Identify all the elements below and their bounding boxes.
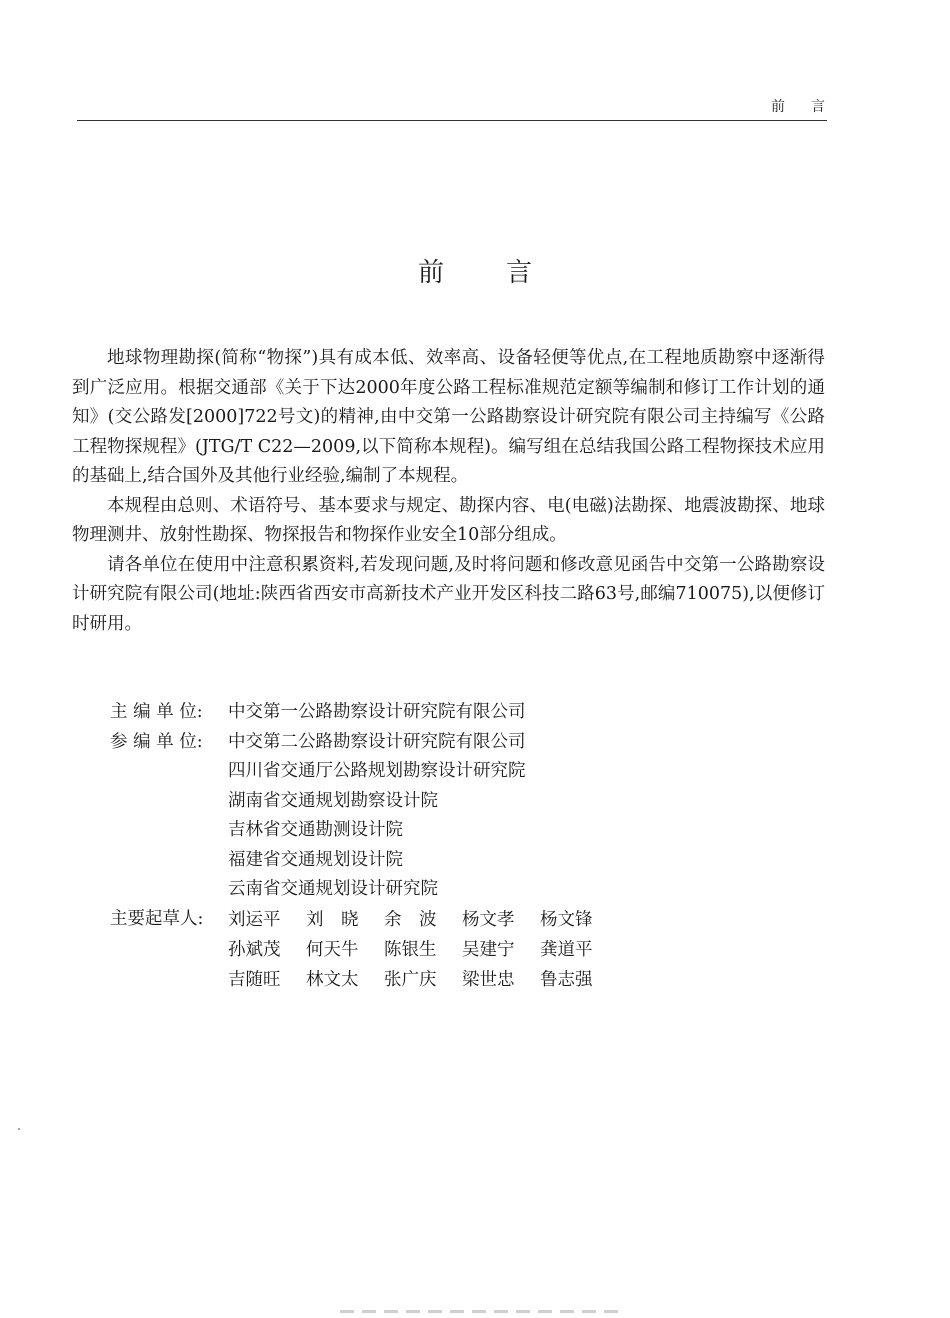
drafter-name: 杨文孝 <box>462 909 515 930</box>
preface-body <box>72 344 825 639</box>
drafter-line <box>228 905 618 935</box>
bottom-bleed-marks <box>340 1310 620 1313</box>
chief-editor-units <box>228 698 526 728</box>
participating-editor-units <box>228 728 526 905</box>
paragraph: 地球物理勘探(简称“物探”)具有成本低、效率高、设备轻便等优点,在工程地质勘察中逐渐得到广泛应用。根据交通部《关于下达2000年度公路工程标准规范定额等编制和修订工作计划的通知》(交公路发[2000]722号文)的精神,由中交第一公路勘察设计研究院有限公司主持编写《公路工程物探规程》(JTG/T C22—2009,以下简称本规程)。编写组在总结我国公路工程物探技术应用的基础上,结合国外及其他行业经验,编制了本规程。 <box>72 348 825 486</box>
drafter-name: 龚道平 <box>540 939 593 960</box>
drafter-line <box>228 935 618 965</box>
drafter-name: 刘运平 <box>228 909 281 930</box>
running-header-title: 前言 <box>771 99 851 115</box>
paragraph: 本规程由总则、术语符号、基本要求与规定、勘探内容、电(电磁)法勘探、地震波勘探、地球物理测井、放射性勘探、物探报告和物探作业安全10部分组成。 <box>72 495 825 545</box>
drafter-name: 张广庆 <box>384 969 437 990</box>
drafter-name: 梁世忠 <box>462 969 515 990</box>
drafter-name: 鲁志强 <box>540 969 593 990</box>
organization-list <box>110 698 618 995</box>
participating-unit: 福建省交通规划设计院 <box>228 849 403 870</box>
paragraph: 请各单位在使用中注意积累资料,若发现问题,及时将问题和修改意见函告中交第一公路勘察设计研究院有限公司(地址:陕西省西安市高新技术产业开发区科技二路63号,邮编710075),以便修订时研用。 <box>72 554 825 634</box>
participating-unit: 中交第二公路勘察设计研究院有限公司 <box>228 731 526 752</box>
participating-editor-label: 参 编 单 位: <box>110 731 203 752</box>
chief-editor-label: 主 编 单 位: <box>110 702 203 722</box>
participating-editor-row <box>110 728 618 905</box>
participating-unit: 吉林省交通勘测设计院 <box>228 820 403 840</box>
drafter-name: 杨文锋 <box>540 909 593 930</box>
drafters-list <box>228 905 618 995</box>
drafter-name: 刘 晓 <box>306 909 359 930</box>
drafter-name: 何天牛 <box>306 939 359 960</box>
chief-editor-unit: 中交第一公路勘察设计研究院有限公司 <box>228 702 526 722</box>
participating-unit: 湖南省交通规划勘察设计院 <box>228 790 438 811</box>
drafter-name: 林文太 <box>306 969 359 990</box>
chief-editor-row <box>110 698 618 728</box>
drafters-label: 主要起草人: <box>110 908 204 929</box>
scan-speck <box>18 1128 20 1130</box>
participating-unit: 四川省交通厅公路规划勘察设计研究院 <box>228 761 526 781</box>
running-header <box>77 92 851 121</box>
page-title: 前言 <box>417 258 594 288</box>
drafter-name: 吴建宁 <box>462 939 515 960</box>
drafter-name: 孙斌茂 <box>228 939 281 960</box>
drafter-name: 陈银生 <box>384 939 437 960</box>
drafter-line <box>228 965 618 995</box>
drafter-name: 吉随旺 <box>228 969 281 990</box>
drafters-row <box>110 905 618 995</box>
drafter-name: 余 波 <box>384 909 437 930</box>
participating-unit: 云南省交通规划设计研究院 <box>228 879 438 899</box>
